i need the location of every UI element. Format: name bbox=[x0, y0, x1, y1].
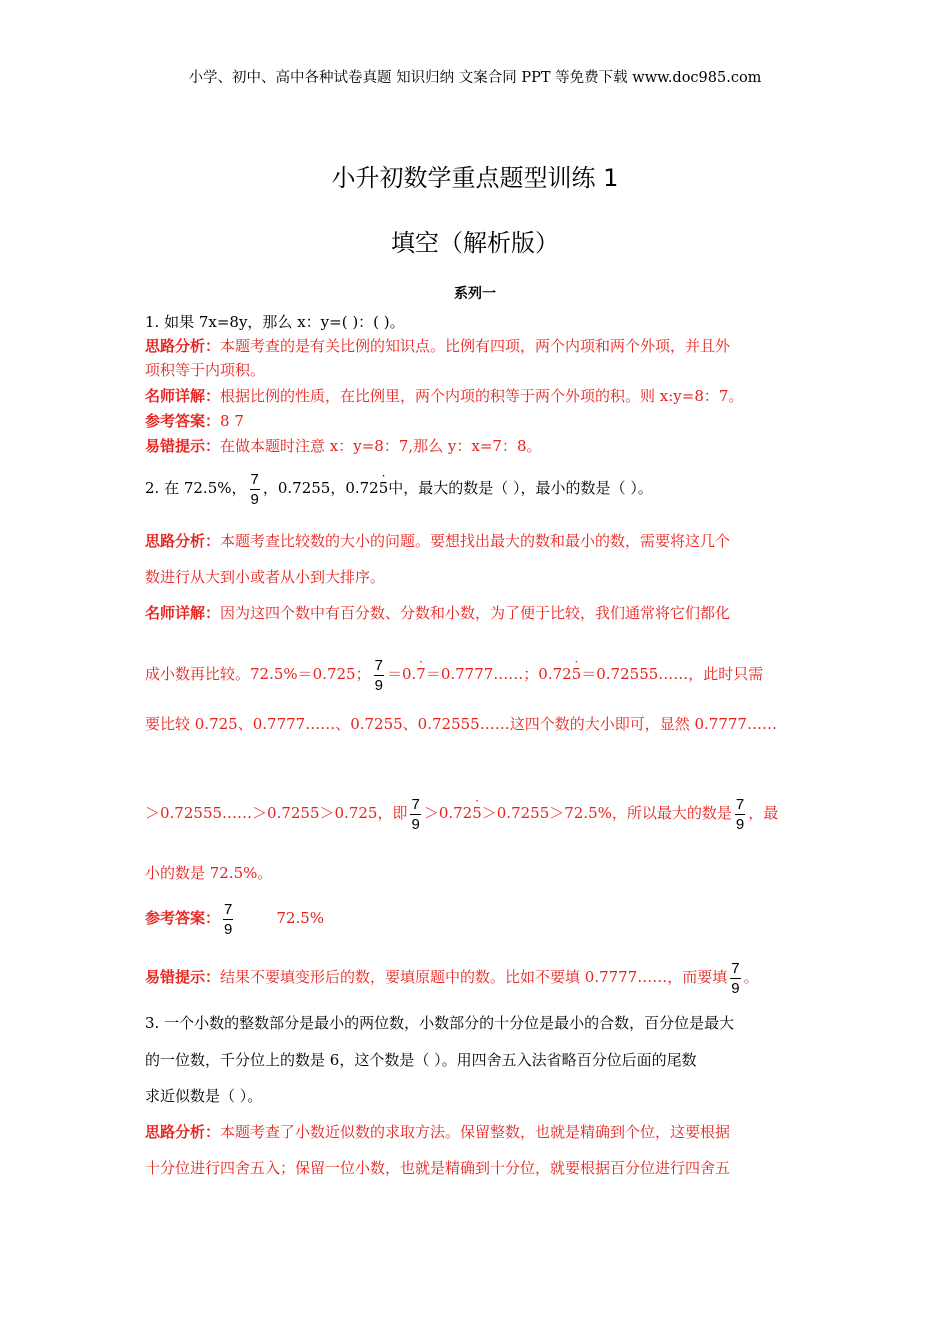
q2-explain: 名师详解：因为这四个数中有百分数、分数和小数，为了便于比较，我们通常将它们都化 bbox=[145, 604, 731, 622]
q2-analysis-cont: 数进行从大到小或者从小到大排序。 bbox=[145, 568, 386, 586]
answer-label: 参考答案： bbox=[145, 412, 221, 430]
q1-question: 1. 如果 7x=8y，那么 x：y=( )：( )。 bbox=[145, 313, 405, 331]
tip-label: 易错提示： bbox=[145, 437, 221, 455]
q2-question: 2. 在 72.5%， $\frac{7}{9}$ ，0.7255，0.725 ·中，最大的数是（ ），最小的数是（ ）。 bbox=[145, 465, 810, 511]
q1-tip: 易错提示：在做本题时注意 x：y=8：7,那么 y：x=7：8。 bbox=[145, 437, 542, 455]
q1-answer: 参考答案：8 7 bbox=[145, 412, 244, 430]
fraction-7-9: $\frac{7}{9}$ bbox=[374, 656, 383, 694]
q3-question: 3. 一个小数的整数部分是最小的两位数，小数部分的十分位是最小的合数，百分位是最大 bbox=[145, 1014, 735, 1032]
answer-label: 参考答案： bbox=[145, 909, 221, 927]
series-heading: 系列一 bbox=[454, 286, 496, 302]
q2-explain-line4: ＞0.72555……＞0.7255＞0.725，即 $\frac{7}{9}$ ＞0.725 ·＞0.7255＞72.5%，所以最大的数是 $\frac{7}{9}$ ，最 bbox=[145, 790, 810, 836]
q3-analysis-cont: 十分位进行四舍五入；保留一位小数，也就是精确到十分位，就要根据百分位进行四舍五 bbox=[145, 1159, 731, 1177]
fraction-7-9: $\frac{7}{9}$ bbox=[735, 795, 745, 833]
page-header: 小学、初中、高中各种试卷真题 知识归纳 文案合同 PPT 等免费下载 www.doc985.com bbox=[188, 70, 762, 86]
q3-question-cont: 的一位数，千分位上的数是 6，这个数是（ ）。用四舍五入法省略百分位后面的尾数 bbox=[145, 1051, 697, 1069]
page-title: 小升初数学重点题型训练 1 bbox=[331, 164, 619, 192]
q3-question-cont: 求近似数是（ ）。 bbox=[145, 1087, 263, 1105]
repeating-digit: 5 · bbox=[379, 465, 389, 511]
q2-tip: 易错提示：结果不要填变形后的数，要填原题中的数。比如不要填 0.7777……，而要填 $\frac{7}{9}$ 。 bbox=[145, 959, 759, 997]
q2-answer: 参考答案： $\frac{7}{9}$ 72.5% bbox=[145, 900, 325, 938]
q2-explain-line2: 成小数再比较。72.5%＝0.725； $\frac{7}{9}$ ＝0.7 ·＝0.7777……；0.725 ·＝0.72555……，此时只需 bbox=[145, 651, 810, 697]
fraction-7-9: $\frac{7}{9}$ bbox=[731, 959, 740, 997]
explain-label: 名师详解： bbox=[145, 387, 221, 405]
explain-label: 名师详解： bbox=[145, 604, 221, 622]
fraction-7-9: $\frac{7}{9}$ bbox=[250, 470, 259, 508]
q2-explain-line3: 要比较 0.725、0.7777……、0.7255、0.72555……这四个数的大小即可，显然 0.7777…… bbox=[145, 715, 777, 733]
repeating-digit: 7 · bbox=[416, 651, 426, 697]
q1-analysis-cont: 项积等于内项积。 bbox=[145, 361, 266, 379]
q2-explain-line5: 小的数是 72.5%。 bbox=[145, 864, 273, 882]
repeating-digit: 5 · bbox=[472, 790, 482, 836]
analysis-label: 思路分析： bbox=[145, 1123, 221, 1141]
q3-analysis: 思路分析：本题考查了小数近似数的求取方法。保留整数，也就是精确到个位，这要根据 bbox=[145, 1123, 731, 1141]
q2-analysis: 思路分析：本题考查比较数的大小的问题。要想找出最大的数和最小的数，需要将这几个 bbox=[145, 532, 731, 550]
fraction-7-9: $\frac{7}{9}$ bbox=[224, 900, 233, 938]
analysis-label: 思路分析： bbox=[145, 532, 221, 550]
page-subtitle: 填空（解析版） bbox=[391, 229, 559, 257]
analysis-label: 思路分析： bbox=[145, 337, 221, 355]
repeating-digit: 5 · bbox=[572, 651, 582, 697]
tip-label: 易错提示： bbox=[145, 968, 221, 986]
fraction-7-9: $\frac{7}{9}$ bbox=[411, 795, 420, 833]
q1-explain: 名师详解：根据比例的性质，在比例里，两个内项的积等于两个外项的积。则 x:y=8：7。 bbox=[145, 387, 744, 405]
q1-analysis: 思路分析：本题考查的是有关比例的知识点。比例有四项，两个内项和两个外项，并且外 bbox=[145, 337, 731, 355]
